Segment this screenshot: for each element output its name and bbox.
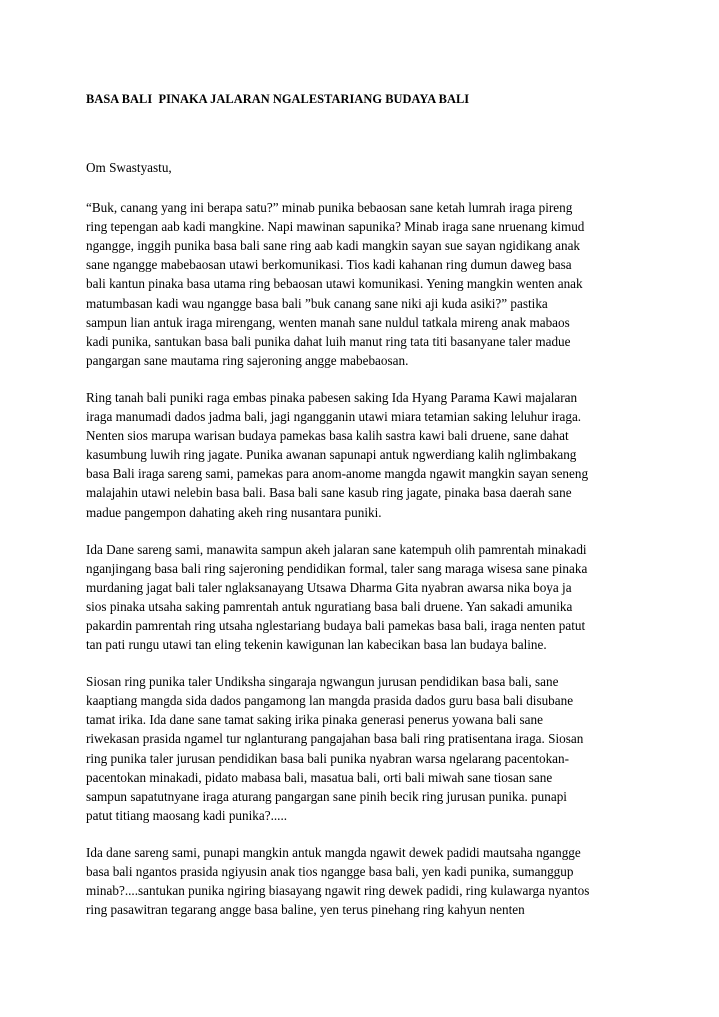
text-line: ngangge, inggih punika basa bali sane ring aab kadi mangkin sayan sue sayan ngidikang anak <box>86 238 581 254</box>
paragraph <box>86 672 646 825</box>
text-line: sampun lian antuk iraga mirengang, wenten manah sane nuldul tatkala mireng anak mabaos <box>86 314 570 330</box>
text-line: malajahin utawi nelebin basa bali. Basa bali sane kasub ring jagate, pinaka basa daerah sane <box>86 485 572 501</box>
text-line: kadi punika, santukan basa bali punika dahat luih manut ring tata titi basanyane taler madue <box>86 333 571 349</box>
text-line: patut titiang maosang kadi punika?..... <box>86 807 288 823</box>
text-line: madue pangempon dahating akeh ring nusantara puniki. <box>86 504 382 520</box>
text-line: bali kantun pinaka basa utama ring bebaosan utawi komunikasi. Yening mangkin wenten anak <box>86 276 583 292</box>
paragraphs-container <box>86 198 646 919</box>
paragraph <box>86 540 646 655</box>
text-line: pangargan sane mautama ring sajeroning angge mabebaosan. <box>86 352 409 368</box>
text-line: Siosan ring punika taler Undiksha singaraja ngwangun jurusan pendidikan basa bali, sane <box>86 674 559 690</box>
text-line: kasumbung luwih ring jagate. Punika awanan sapunapi antuk ngwerdiang kalih nglimbakang <box>86 447 577 463</box>
text-line: basa bali ngantos prasida ngiyusin anak tios ngangge basa bali, yen kadi punika, sumanggup <box>86 864 574 879</box>
text-line: iraga manumadi dados jadma bali, jagi ngangganin utawi miara tetamian saking leluhur iraga. <box>86 409 582 425</box>
text-line: ring punika taler jurusan pendidikan basa bali punika nyabran warsa ngelarang pacentokan- <box>86 750 569 766</box>
text-line: sane ngangge mabebaosan utawi berkomunikasi. Tios kadi kahanan ring dumun daweg basa <box>86 257 572 273</box>
text-line: Ida Dane sareng sami, manawita sampun akeh jalaran sane katempuh olih pamrentah minakadi <box>86 541 587 557</box>
text-line: Ida dane sareng sami, punapi mangkin antuk mangda ngawit dewek padidi mautsaha ngangge <box>86 844 581 860</box>
text-line: ring pasawitran tegarang angge basa baline, yen terus pinehang ring kahyun nenten <box>86 902 525 918</box>
paragraph <box>86 843 646 919</box>
document-body <box>86 158 646 937</box>
paragraph <box>86 198 646 370</box>
greeting: Om Swastyastu, <box>86 160 172 175</box>
text-line: sios pinaka utsaha saking pamrentah antuk nguratiang basa bali druene. Yan sakadi amunika <box>86 598 573 614</box>
text-line: riwekasan prasida ngamel tur nglanturang pangajahan basa bali ring pratisentana iraga. Siosan <box>86 731 584 747</box>
text-line: Ring tanah bali puniki raga embas pinaka pabesen saking Ida Hyang Parama Kawi majalaran <box>86 389 578 405</box>
text-line: pacentokan minakadi, pidato mabasa bali, masatua bali, orti bali miwah sane tiosan sane <box>86 769 553 785</box>
text-line: tamat irika. Ida dane sane tamat saking irika pinaka generasi penerus yowana bali sane <box>86 712 543 728</box>
text-line: pakardin pamrentah ring utsaha nglestariang budaya bali pamekas basa bali, iraga nenten patut <box>86 617 586 633</box>
text-line: nganjingang basa bali ring sajeroning pendidikan formal, taler sang maraga wisesa sane pinaka <box>86 560 588 576</box>
text-line: murdaning jagat bali taler nglaksanayang Utsawa Dharma Gita nyabran awarsa nika boya ja <box>86 579 572 595</box>
text-line: ring tepengan aab kadi mangkine. Napi mawinan sapunika? Minab iraga sane nruenang kimud <box>86 219 585 235</box>
text-line: Nenten sios marupa warisan budaya pamekas basa kalih sastra kawi bali druene, sane dahat <box>86 428 569 444</box>
text-line: kaaptiang mangda sida dados pangamong lan mangda prasida dados guru basa bali disubane <box>86 693 574 709</box>
text-line: tan pati rungu utawi tan eling tekenin kawigunan lan kabecikan basa lan budaya baline. <box>86 637 547 653</box>
text-line: “Buk, canang yang ini berapa satu?” minab punika bebaosan sane ketah lumrah iraga pireng <box>86 200 573 216</box>
text-line: basa Bali iraga sareng sami, pamekas para anom-anome mangda ngawit mangkin sayan seneng <box>86 466 589 482</box>
text-line: sampun sapatutnyane iraga aturang pangargan sane pinih becik ring jurusan punika. punapi <box>86 788 567 804</box>
text-line: minab?....santukan punika ngiring biasayang ngawit ring dewek padidi, ring kulawarga nyantos <box>86 883 590 899</box>
document-title: BASA BALI PINAKA JALARAN NGALESTARIANG BUDAYA BALI <box>86 92 470 106</box>
paragraph <box>86 388 646 522</box>
text-line: matumbasan kadi wau ngangge basa bali ”buk canang sane niki aji kuda asiki?” pastika <box>86 295 548 311</box>
